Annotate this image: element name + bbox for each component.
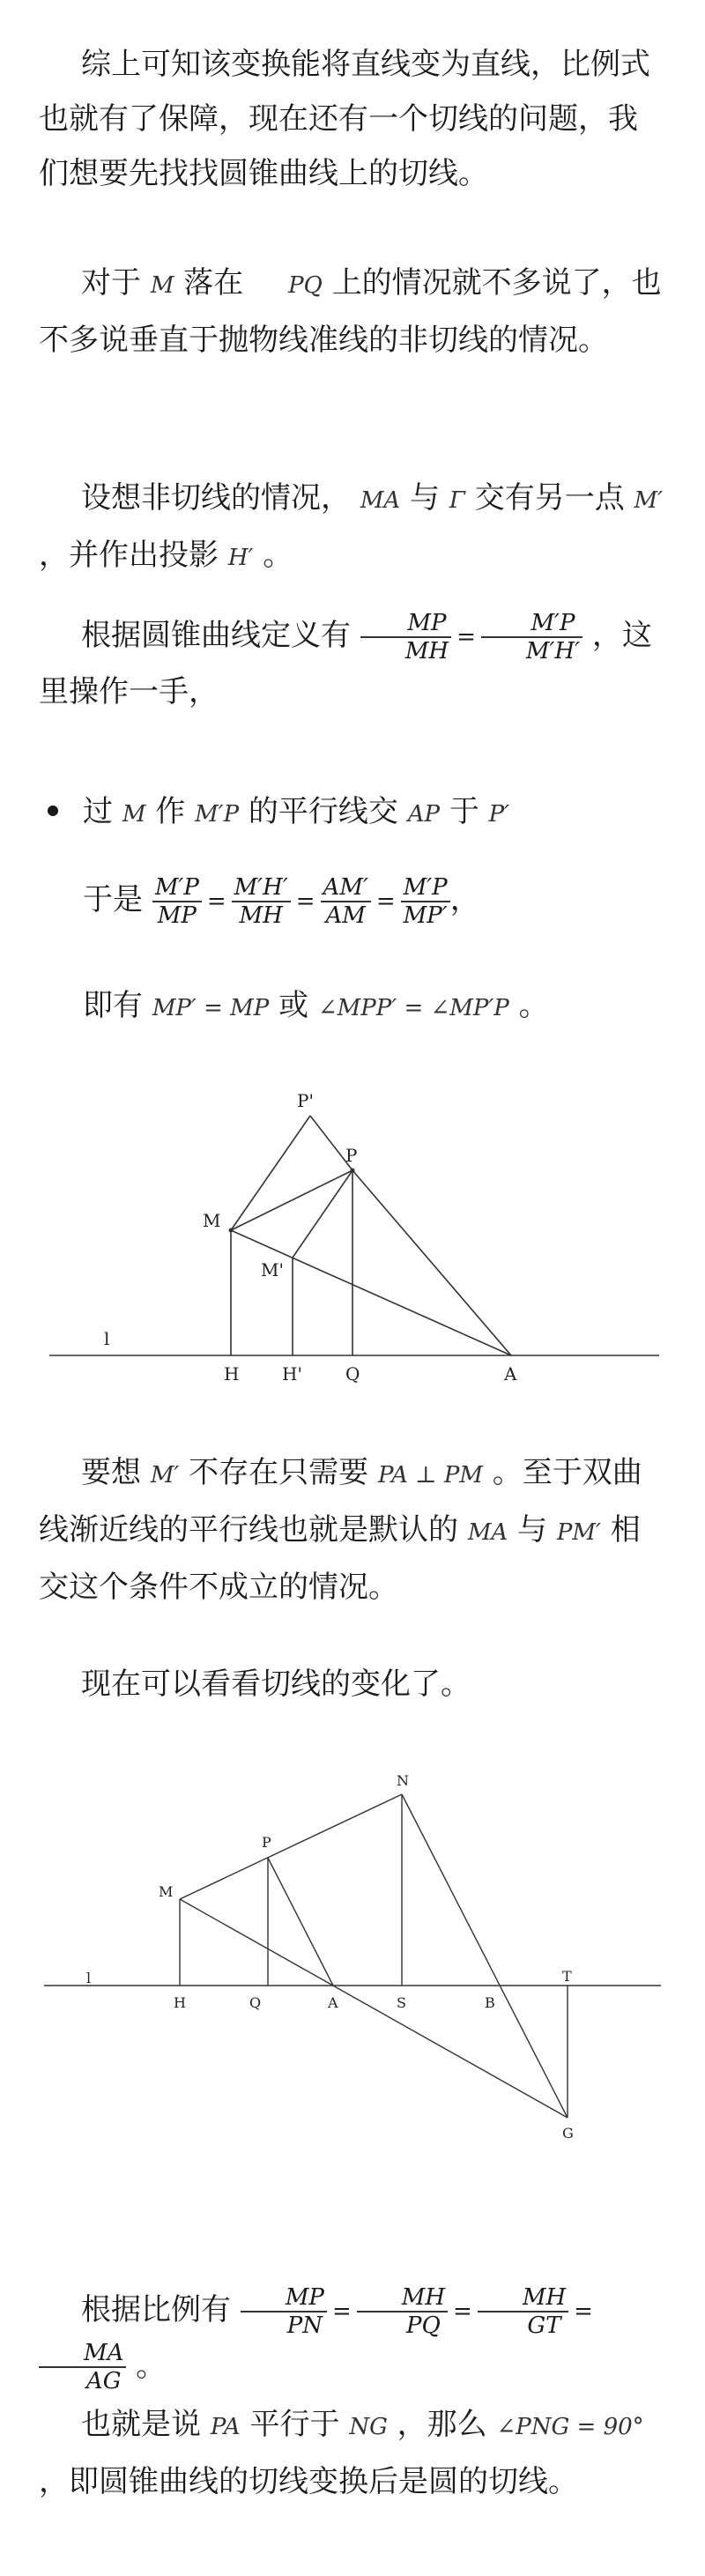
fraction-MpP-over-MpHp: $\frac{M'P}{M'H'}$: [481, 610, 583, 664]
label-M: M: [203, 1210, 221, 1231]
label-H: H: [224, 1363, 240, 1385]
segment-P-A: [352, 1170, 511, 1355]
text: 或: [278, 988, 309, 1023]
segment-M-N: [180, 1794, 402, 1899]
label-l: l: [104, 1328, 110, 1349]
label-A: A: [504, 1363, 517, 1385]
math-angle-PNG: ∠PNG = 90°: [496, 2414, 644, 2440]
text: 与: [517, 1512, 548, 1548]
math-PMp: PM′: [556, 1519, 601, 1546]
math-PA-perp-PM: PA ⊥ PM: [377, 1462, 483, 1488]
math-M-prime: M′: [150, 1462, 180, 1488]
text: ，那么: [397, 2407, 487, 2442]
label-P: P: [262, 1834, 271, 1851]
text: 相交这个条件不成立的情况。: [39, 1512, 641, 1605]
text: 过: [83, 794, 113, 829]
math-MA: MA: [467, 1519, 508, 1546]
math-MpP: M′P: [195, 801, 240, 828]
math-MPp-eq-MP: MP′ = MP: [152, 995, 270, 1021]
text: 上的情况就不多说了，也不多说垂直于抛物线准线的非切线的情况。: [39, 265, 662, 358]
text: 不存在只需要: [189, 1455, 369, 1490]
label-P: P: [345, 1145, 358, 1166]
label-A: A: [328, 1994, 338, 2011]
math-H-prime: H′: [227, 545, 254, 571]
text: ，: [449, 882, 480, 917]
label-M-prime: M': [261, 1259, 284, 1281]
equals-sign: =: [295, 887, 315, 915]
text: 。至于双曲线渐近线的平行线也就是默认的: [39, 1455, 642, 1548]
bullet-conclusion: [83, 978, 666, 1036]
text: 根据比例有: [81, 2292, 231, 2327]
text: ，即圆锥曲线的切线变换后是圆的切线。: [39, 2464, 578, 2499]
text: 根据圆锥曲线定义有: [81, 618, 351, 653]
label-N: N: [397, 1772, 409, 1789]
segment-N-G: [402, 1794, 568, 2118]
fraction-3: $\frac{AM'}{AM}$: [321, 874, 371, 929]
text: 于是: [83, 882, 143, 917]
text: 交有另一点: [474, 480, 625, 516]
fraction-2: $\frac{M'H'}{MH}$: [232, 874, 291, 929]
math-NG: NG: [349, 2414, 388, 2440]
fraction-MH-over-GT: $\frac{MH}{GT}$: [478, 2284, 568, 2339]
math-M: M: [122, 801, 146, 828]
text: 。: [518, 988, 549, 1023]
text: 即有: [83, 988, 143, 1023]
label-l: l: [86, 1970, 92, 1986]
text: 设想非切线的情况，: [81, 480, 351, 516]
segment-M-A: [231, 1230, 511, 1355]
bullet-ratio-equation: [83, 872, 666, 929]
bullet-item-parallel: [83, 784, 666, 842]
point-M: [229, 1229, 234, 1233]
math-P-prime: P′: [488, 801, 510, 828]
text: 。: [263, 538, 293, 573]
label-P-prime: P': [297, 1090, 314, 1111]
figure-1-geometry: [0, 1084, 705, 1410]
math-Gamma: Γ: [449, 487, 465, 514]
text: 要想: [81, 1455, 141, 1490]
label-M: M: [159, 1883, 174, 1900]
paragraph-ratio: [39, 2283, 666, 2394]
fraction-4: $\frac{M'P}{MP'}$: [401, 874, 450, 929]
paragraph-final: [39, 2397, 666, 2509]
segment-Mp-P: [293, 1170, 352, 1258]
text: 于: [449, 794, 479, 829]
label-Q: Q: [249, 1994, 262, 2011]
paragraph-non-tangent: [39, 471, 666, 585]
segment-Pp-M: [231, 1116, 310, 1230]
paragraph-tangent-change: 现在可以看看切线的变化了。: [81, 1667, 471, 1702]
equals-sign: =: [331, 2298, 352, 2325]
fraction-MH-over-PQ: $\frac{MH}{PQ}$: [357, 2284, 448, 2339]
text: 的平行线交: [248, 794, 398, 829]
text: ，并作出投影: [39, 538, 219, 573]
segment-M-P: [231, 1170, 352, 1230]
fraction-1: $\frac{M'P}{MP}$: [152, 874, 202, 929]
point-P: [351, 1169, 355, 1173]
text: ，这里操作一手，: [39, 618, 652, 709]
label-G: G: [562, 2125, 574, 2142]
label-H-prime: H': [282, 1363, 302, 1385]
math-PQ: PQ: [288, 272, 323, 299]
math-MA: MA: [360, 487, 401, 514]
text: 平行于: [249, 2407, 340, 2442]
fraction-MA-over-AG: $\frac{MA}{AG}$: [39, 2340, 126, 2394]
label-H: H: [174, 1994, 186, 2011]
equals-sign: =: [206, 887, 226, 915]
fraction-MP-over-PN: $\frac{MP}{PN}$: [241, 2284, 327, 2339]
text: 与: [410, 480, 441, 516]
equals-sign: =: [574, 2298, 593, 2325]
text: 也就是说: [81, 2407, 201, 2442]
equals-sign: =: [456, 623, 476, 650]
math-angle-equation: ∠MPP′ = ∠MP′P: [317, 995, 509, 1021]
text: 落在: [183, 265, 244, 301]
text: 对于: [81, 265, 141, 301]
paragraph-summary: 综上可知该变换能将直线变为直线，比例式也就有了保障，现在还有一个切线的问题，我们想要先找找圆锥曲线上的切线。: [39, 47, 650, 191]
fraction-MP-over-MH: $\frac{MP}{MH}$: [360, 610, 451, 664]
label-B: B: [485, 1994, 495, 2011]
segment-P-A: [268, 1858, 333, 1986]
paragraph-special-cases: [39, 256, 666, 367]
figure-2-geometry: [0, 1763, 705, 2150]
label-T: T: [562, 1968, 572, 1985]
math-M-prime: M′: [634, 487, 664, 514]
segment-M-G: [180, 1899, 568, 2118]
label-S: S: [397, 1994, 406, 2011]
text: 作: [155, 794, 186, 829]
math-AP: AP: [407, 801, 440, 828]
label-Q: Q: [345, 1363, 360, 1385]
equals-sign: =: [375, 887, 396, 915]
math-PA: PA: [210, 2414, 241, 2440]
bullet-dot: [48, 805, 58, 816]
text: 。: [136, 2348, 167, 2384]
math-M: M: [150, 272, 174, 299]
equals-sign: =: [453, 2298, 472, 2325]
paragraph-definition: [39, 608, 666, 719]
paragraph-existence-condition: [39, 1445, 666, 1615]
